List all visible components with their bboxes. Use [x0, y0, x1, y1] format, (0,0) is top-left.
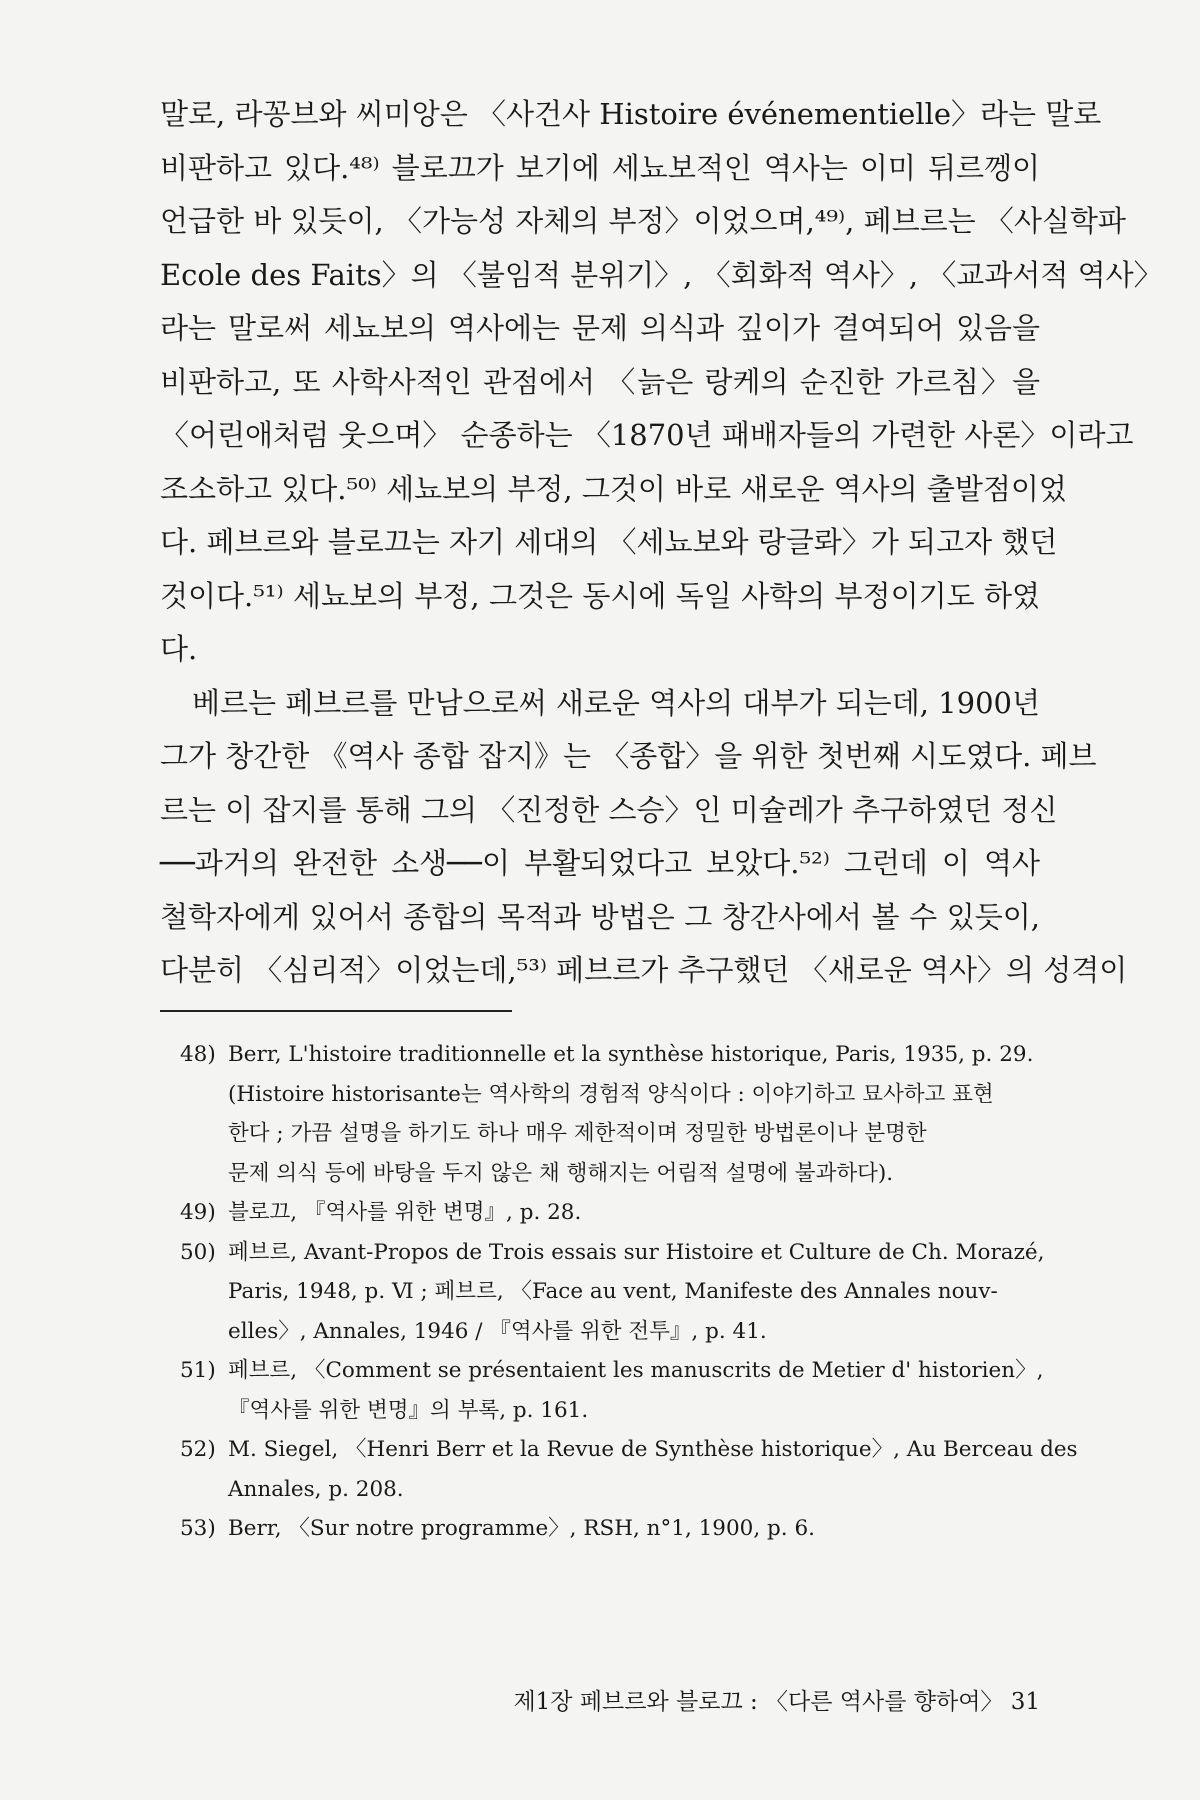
footnote — [180, 1509, 1040, 1549]
footnote-number: 51) — [180, 1358, 216, 1383]
text-line: 〈어린애처럼 웃으며〉 순종하는 〈1870년 패배자들의 가련한 사론〉이라고 — [160, 418, 1134, 452]
footnote — [180, 1351, 1044, 1430]
footnote-line: 한다 ; 가끔 설명을 하기도 하나 매우 제한적이며 정밀한 방법론이나 분명한 — [228, 1121, 927, 1146]
footnote-line: Paris, 1948, p. Ⅵ ; 페브르, 〈Face au vent, Manifeste des Annales nouv- — [228, 1279, 998, 1304]
text-line: 그가 창간한 《역사 종합 잡지》는 〈종합〉을 위한 첫번째 시도였다. 페브 — [160, 739, 1097, 773]
footnote-number: 50) — [180, 1239, 216, 1265]
text-line: 르는 이 잡지를 통해 그의 〈진정한 스승〉인 미슐레가 추구하였던 정신 — [160, 792, 1058, 827]
footnote-number: 52) — [180, 1437, 216, 1462]
text-line: ──과거의 완전한 소생──이 부활되었다고 보았다.⁵²⁾ 그런데 이 역사 — [160, 846, 1040, 880]
footnote-line: Annales, p. 208. — [228, 1476, 404, 1502]
text-line: 베르는 페브르를 만남으로써 새로운 역사의 대부가 되는데, 1900년 — [192, 685, 1040, 720]
text-line: 조소하고 있다.⁵⁰⁾ 세뇨보의 부정, 그것이 바로 새로운 역사의 출발점이었 — [160, 471, 1067, 506]
text-line: 철학자에게 있어서 종합의 목적과 방법은 그 창간사에서 볼 수 있듯이, — [160, 899, 1040, 934]
footnote-number: 49) — [180, 1200, 216, 1225]
text-line: 라는 말로써 세뇨보의 역사에는 문제 의식과 깊이가 결여되어 있음을 — [160, 311, 1040, 345]
footnote-line: 페브르, 〈Comment se présentaient les manuscrits de Metier d' historien〉, — [228, 1358, 1044, 1383]
footnote-number: 53) — [180, 1516, 216, 1541]
text-line: 비판하고 있다.⁴⁸⁾ 블로끄가 보기에 세뇨보적인 역사는 이미 뒤르껭이 — [160, 150, 1040, 185]
footnote — [180, 1233, 1045, 1352]
text-line: 다분히 〈심리적〉이었는데,⁵³⁾ 페브르가 추구했던 〈새로운 역사〉의 성격이 — [160, 953, 1128, 987]
text-line: 다. — [160, 632, 198, 666]
footnote-divider — [160, 1010, 512, 1012]
footnote-line: 문제 의식 등에 바탕을 두지 않은 채 행해지는 어림적 설명에 불과하다). — [228, 1160, 894, 1186]
text-line: 다. 페브르와 블로끄는 자기 세대의 〈세뇨보와 랑글롸〉가 되고자 했던 — [160, 525, 1058, 559]
text-line: 언급한 바 있듯이, 〈가능성 자체의 부정〉이었으며,⁴⁹⁾, 페브르는 〈사실학파 — [160, 204, 1126, 238]
footnote — [180, 1035, 1040, 1193]
main-text — [160, 88, 1163, 998]
footnote-line: Berr, 〈Sur notre programme〉, RSH, n°1, 1900, p. 6. — [228, 1516, 815, 1541]
footnote-line: M. Siegel, 〈Henri Berr et la Revue de Synthèse historique〉, Au Berceau des — [228, 1437, 1078, 1462]
text-line: 비판하고, 또 사학사적인 관점에서 〈늙은 랑케의 순진한 가르침〉을 — [160, 364, 1040, 399]
footnote — [180, 1193, 1040, 1233]
footnote — [180, 1430, 1078, 1509]
running-footer: 제1장 페브르와 블로끄 : 〈다른 역사를 향하여〉 31 — [513, 1689, 1040, 1715]
footnote-line: elles〉, Annales, 1946 / 『역사를 위한 전투』, p. 41. — [228, 1318, 767, 1344]
footnote-line: 블로끄, 『역사를 위한 변명』, p. 28. — [228, 1200, 582, 1225]
footnote-line: (Histoire historisante는 역사학의 경험적 양식이다 : 이야기하고 묘사하고 표현 — [228, 1081, 994, 1107]
text-line: Ecole des Faits〉의 〈불임적 분위기〉, 〈회화적 역사〉, 〈교과서적 역사〉 — [160, 257, 1163, 292]
footnote-line: 『역사를 위한 변명』의 부록, p. 161. — [228, 1397, 589, 1423]
footnotes — [180, 1035, 1078, 1549]
text-line: 것이다.⁵¹⁾ 세뇨보의 부정, 그것은 동시에 독일 사학의 부정이기도 하였 — [160, 578, 1040, 613]
footnote-line: 페브르, Avant-Propos de Trois essais sur Histoire et Culture de Ch. Morazé, — [228, 1239, 1045, 1265]
text-line: 말로, 라꽁브와 씨미앙은 〈사건사 Histoire événementielle〉라는 말로 — [160, 97, 1102, 131]
footnote-line: Berr, L'histoire traditionnelle et la synthèse historique, Paris, 1935, p. 29. — [228, 1042, 1034, 1067]
footnote-number: 48) — [180, 1042, 216, 1067]
